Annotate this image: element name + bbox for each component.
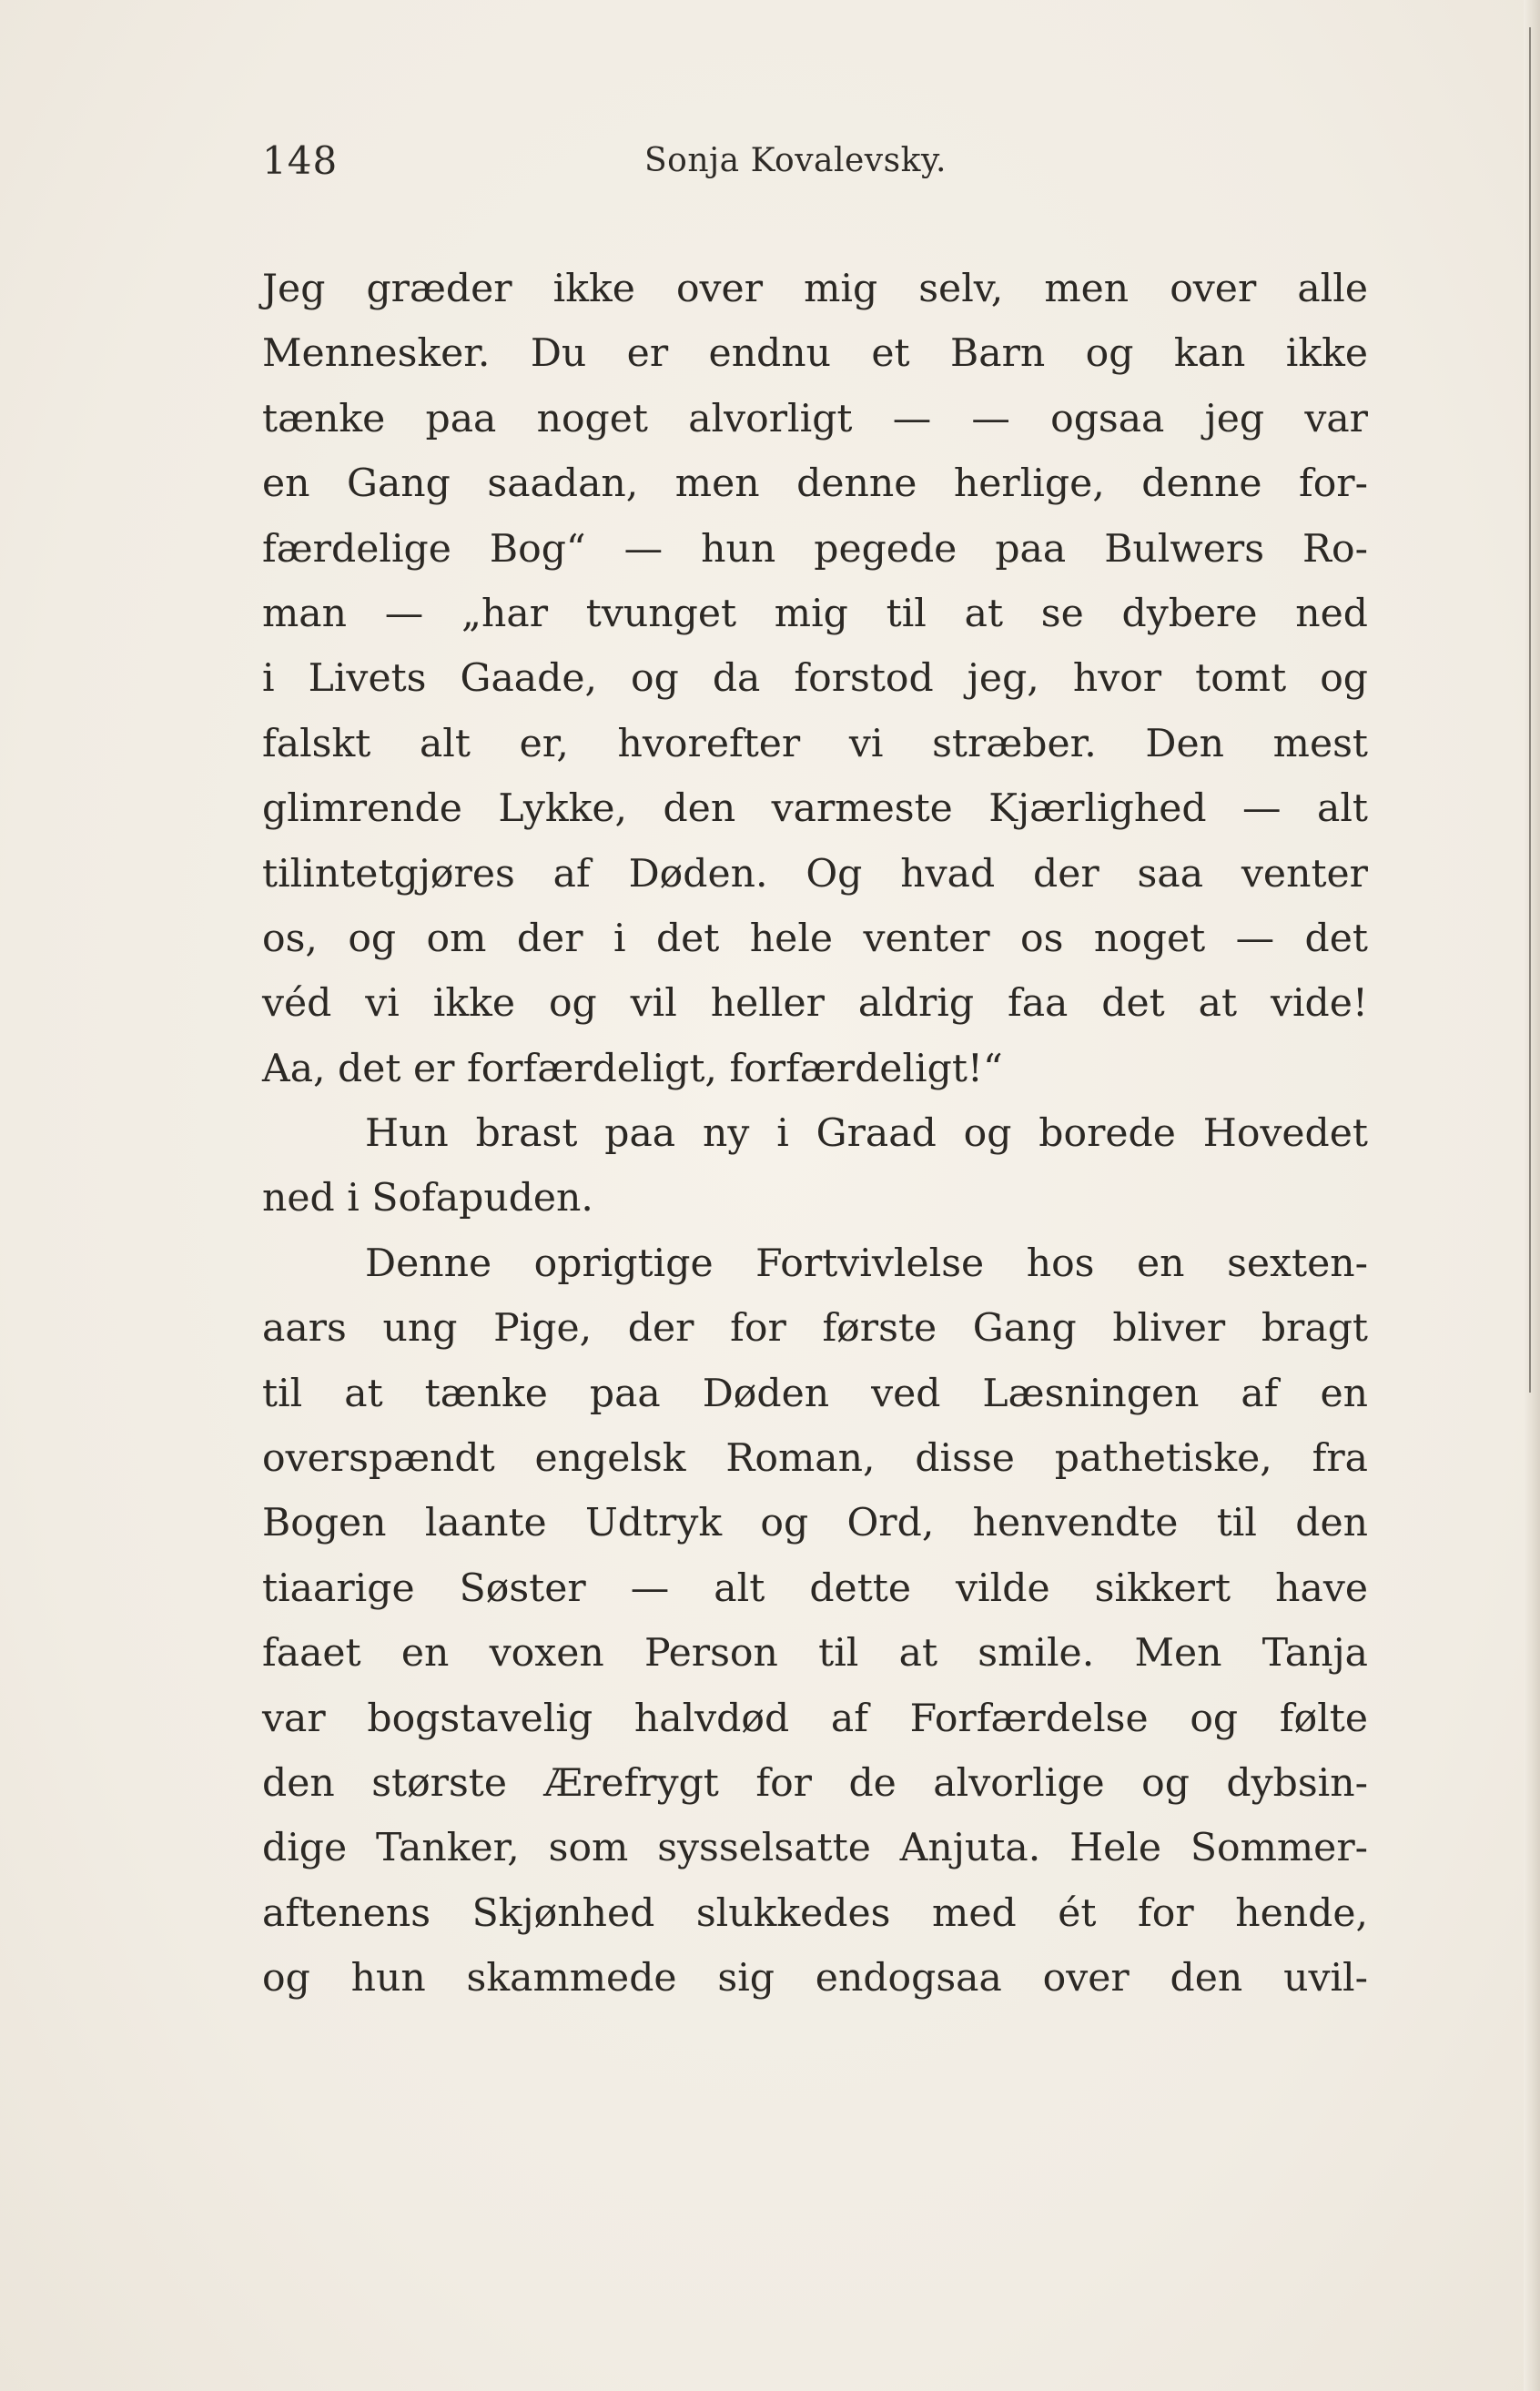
text-line: Hun brast paa ny i Graad og borede Hovedet bbox=[365, 1111, 1368, 1157]
text-line: faaet en voxen Person til at smile. Men Tanja bbox=[262, 1631, 1368, 1677]
body-text bbox=[262, 257, 1368, 2011]
text-line: tænke paa noget alvorligt — — ogsaa jeg var bbox=[262, 396, 1368, 441]
text-line: til at tænke paa Døden ved Læsningen af en bbox=[262, 1371, 1368, 1416]
text-line: ned i Sofapuden. bbox=[262, 1176, 593, 1221]
text-line: os, og om der i det hele venter os noget — det bbox=[262, 916, 1368, 961]
running-head: Sonja Kovalevsky. bbox=[644, 142, 947, 179]
text-line: en Gang saadan, men denne herlige, denne for- bbox=[262, 461, 1368, 507]
page-edge-shadow bbox=[1524, 0, 1540, 2391]
text-line: falskt alt er, hvorefter vi stræber. Den mest bbox=[262, 721, 1368, 766]
text-line: Aa, det er forfærdeligt, forfærdeligt!“ bbox=[262, 1046, 1003, 1091]
text-line: aftenens Skjønhed slukkedes med ét for hende, bbox=[262, 1890, 1368, 1936]
text-line: glimrende Lykke, den varmeste Kjærlighed — alt bbox=[262, 786, 1368, 832]
page-number: 148 bbox=[262, 138, 339, 183]
text-line: og hun skammede sig endogsaa over den uvil- bbox=[262, 1956, 1368, 2001]
text-line: var bogstavelig halvdød af Forfærdelse og følte bbox=[262, 1696, 1368, 1741]
text-line: véd vi ikke og vil heller aldrig faa det at vide! bbox=[262, 981, 1368, 1027]
text-line: færdelige Bog“ — hun pegede paa Bulwers Ro- bbox=[262, 526, 1368, 572]
text-line: man — „har tvunget mig til at se dybere ned bbox=[262, 591, 1368, 636]
paragraph-1 bbox=[262, 257, 1368, 1101]
text-line: Jeg græder ikke over mig selv, men over alle bbox=[262, 267, 1368, 311]
text-line: den største Ærefrygt for de alvorlige og dybsin- bbox=[262, 1760, 1368, 1806]
text-line: dige Tanker, som sysselsatte Anjuta. Hele Sommer- bbox=[262, 1826, 1368, 1871]
text-line: overspændt engelsk Roman, disse pathetiske, fra bbox=[262, 1436, 1368, 1482]
binding-edge-line bbox=[1529, 27, 1531, 1393]
paragraph-2 bbox=[262, 1101, 1368, 1231]
text-line: tiaarige Søster — alt dette vilde sikkert have bbox=[262, 1565, 1368, 1611]
text-line: Mennesker. Du er endnu et Barn og kan ikke bbox=[262, 331, 1368, 377]
text-line: aars ung Pige, der for første Gang bliver bragt bbox=[262, 1306, 1368, 1352]
text-line: i Livets Gaade, og da forstod jeg, hvor tomt og bbox=[262, 656, 1368, 702]
page-header bbox=[262, 138, 1368, 193]
paragraph-3 bbox=[262, 1231, 1368, 2011]
text-line: Bogen laante Udtryk og Ord, henvendte til den bbox=[262, 1501, 1368, 1546]
text-line: Denne oprigtige Fortvivlelse hos en sexten- bbox=[365, 1241, 1368, 1286]
text-line: tilintetgjøres af Døden. Og hvad der saa venter bbox=[262, 851, 1368, 897]
